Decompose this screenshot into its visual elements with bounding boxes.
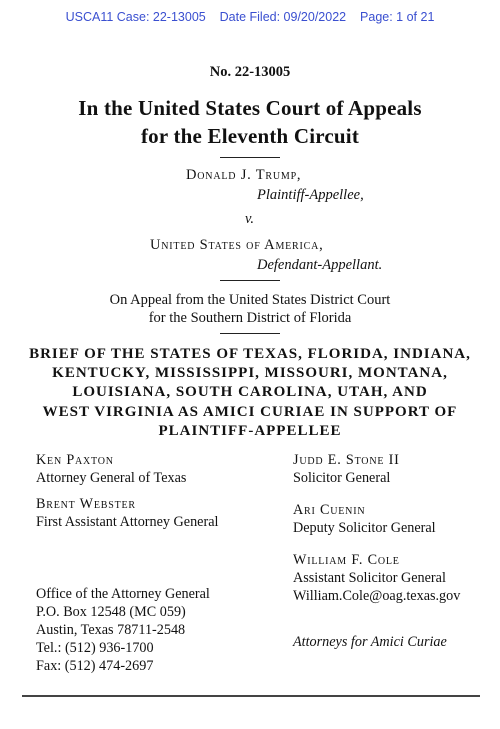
office-fax: Fax: (512) 474-2697 [36, 658, 154, 674]
divider [220, 157, 280, 158]
versus: v. [245, 211, 254, 227]
counsel-right-2 [293, 501, 436, 537]
office-po-box: P.O. Box 12548 (MC 059) [36, 604, 186, 620]
case-number: No. 22-13005 [209, 64, 291, 80]
defendant-name: United States of America, [150, 237, 324, 253]
brief-title-line: LOUISIANA, SOUTH CAROLINA, UTAH, AND [72, 384, 428, 401]
counsel-right-3 [293, 551, 460, 605]
divider [220, 333, 280, 334]
plaintiff-name: Donald J. Trump, [186, 167, 302, 183]
ecf-header [0, 10, 500, 24]
counsel-title: First Assistant Attorney General [36, 514, 219, 530]
court-name-line2: for the Eleventh Circuit [140, 124, 360, 148]
header-case: USCA11 Case: 22-13005 [65, 10, 206, 24]
counsel-title: Attorney General of Texas [36, 470, 187, 486]
counsel-name: William F. Cole [293, 552, 400, 568]
counsel-name: Ari Cuenin [293, 502, 366, 518]
brief-title-line: BRIEF OF THE STATES OF TEXAS, FLORIDA, INDIANA, [29, 346, 471, 362]
office-name: Office of the Attorney General [36, 586, 210, 602]
counsel-title: Deputy Solicitor General [293, 520, 436, 536]
appeal-line1: On Appeal from the United States District Court [109, 292, 391, 308]
brief-title-line: KENTUCKY, MISSISSIPPI, MISSOURI, MONTANA, [52, 365, 448, 382]
counsel-left-2 [36, 495, 218, 531]
header-date-filed: Date Filed: 09/20/2022 [219, 10, 347, 24]
court-name-line1: In the United States Court of Appeals [78, 96, 422, 120]
brief-title-line: PLAINTIFF-APPELLEE [158, 422, 342, 439]
appeal-line2: for the Southern District of Florida [148, 310, 352, 326]
divider [220, 280, 280, 281]
office-address [36, 585, 210, 675]
counsel-name: Brent Webster [36, 496, 136, 512]
defendant-role: Defendant-Appellant. [257, 257, 383, 273]
attorneys-for: Attorneys for Amici Curiae [293, 634, 447, 650]
bottom-rule [22, 695, 480, 697]
brief-title-line: WEST VIRGINIA AS AMICI CURIAE IN SUPPORT OF [42, 403, 458, 420]
header-page: Page: 1 of 21 [360, 10, 435, 24]
brief-title [0, 345, 500, 441]
office-tel: Tel.: (512) 936-1700 [36, 640, 154, 656]
counsel-name: Judd E. Stone II [293, 452, 400, 468]
counsel-name: Ken Paxton [36, 452, 114, 468]
counsel-left-1 [36, 451, 186, 487]
counsel-title: Solicitor General [293, 470, 391, 486]
office-city: Austin, Texas 78711-2548 [36, 622, 186, 638]
counsel-right-1 [293, 451, 400, 487]
plaintiff-role: Plaintiff-Appellee, [257, 187, 364, 203]
counsel-title: Assistant Solicitor General [293, 570, 446, 586]
counsel-email: William.Cole@oag.texas.gov [293, 588, 461, 604]
